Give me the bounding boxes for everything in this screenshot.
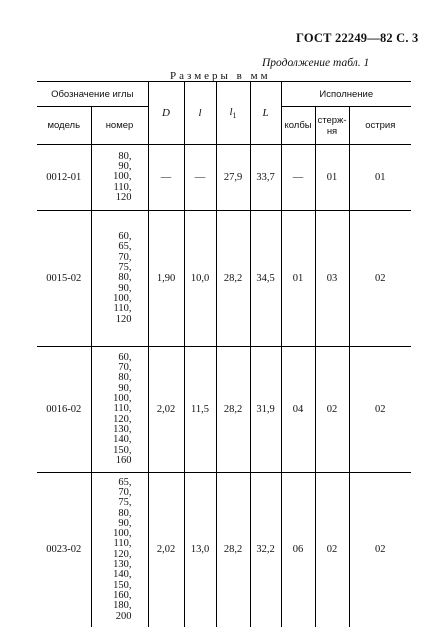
needle-number: 70, (118, 251, 132, 263)
page-header: ГОСТ 22249—82 С. 3 (296, 31, 419, 45)
cell-point: 02 (349, 347, 411, 473)
needle-number: 90, (118, 282, 132, 294)
cell-flask: 04 (281, 347, 315, 473)
needle-number: 110, (113, 538, 132, 550)
cell-l1: 28,2 (216, 211, 250, 347)
cell-D: 2,02 (148, 347, 184, 473)
cell-numbers (91, 347, 148, 473)
needle-number: 140, (113, 569, 132, 581)
cell-shank: 02 (315, 347, 349, 473)
cell-point: 02 (349, 473, 411, 627)
table-row (37, 347, 411, 473)
needle-number: 120 (115, 191, 132, 203)
cell-model: 0016-02 (37, 347, 91, 473)
table-row (37, 211, 411, 347)
needle-number: 160 (115, 454, 132, 466)
cell-numbers (91, 473, 148, 627)
header-execution-group: Исполнение (281, 82, 411, 107)
header-col-number: номер (91, 107, 148, 145)
cell-shank: 01 (315, 145, 349, 211)
header-col-model: модель (47, 120, 81, 131)
header-col-l1-main: l (229, 105, 233, 118)
cell-point: 02 (349, 211, 411, 347)
needle-number: 110, (113, 303, 132, 315)
cell-l: 11,5 (184, 347, 216, 473)
header-col-point: острия (349, 107, 411, 145)
needle-number: 75, (118, 497, 132, 509)
needle-number: 110, (113, 403, 132, 415)
needle-number: 70, (118, 486, 132, 498)
header-col-l1-sub: 1 (232, 111, 237, 121)
needle-number: 90, (118, 161, 132, 173)
cell-numbers (91, 145, 148, 211)
needle-number: 120, (113, 548, 132, 560)
spec-table (37, 81, 411, 627)
cell-model: 0012-01 (37, 145, 91, 211)
needle-number: 100, (113, 528, 132, 540)
header-designation-group: Обозначение иглы (37, 82, 148, 107)
needle-number: 80, (118, 507, 132, 519)
table-row (37, 473, 411, 627)
needle-number: 130, (113, 559, 132, 571)
sizes-title: Размеры в мм (170, 70, 271, 82)
cell-L: 33,7 (250, 145, 281, 211)
needle-number: 150, (113, 579, 132, 591)
cell-L: 34,5 (250, 211, 281, 347)
cell-shank: 03 (315, 211, 349, 347)
cell-model: 0023-02 (37, 473, 91, 627)
cell-l1: 28,2 (216, 347, 250, 473)
needle-number: 70, (118, 362, 132, 374)
needle-number: 120 (115, 313, 132, 325)
cell-l: 13,0 (184, 473, 216, 627)
cell-flask: 06 (281, 473, 315, 627)
needle-number: 150, (113, 444, 132, 456)
needle-number: 180, (113, 600, 132, 612)
cell-l1: 28,2 (216, 473, 250, 627)
needle-number: 65, (118, 241, 132, 253)
needle-number: 80, (118, 272, 132, 284)
cell-l: 10,0 (184, 211, 216, 347)
needle-number: 130, (113, 423, 132, 435)
needle-number: 140, (113, 434, 132, 446)
needle-number: 120, (113, 413, 132, 425)
needle-number: 160, (113, 589, 132, 601)
cell-numbers (91, 211, 148, 347)
cell-D: — (148, 145, 184, 211)
header-col-shank: стерж- ня (315, 107, 349, 145)
cell-flask: — (281, 145, 315, 211)
needle-number: 80, (118, 372, 132, 384)
cell-flask: 01 (281, 211, 315, 347)
needle-number: 60, (118, 351, 132, 363)
needle-number: 60, (118, 231, 132, 243)
cell-L: 31,9 (250, 347, 281, 473)
cell-D: 1,90 (148, 211, 184, 347)
table-row (37, 145, 411, 211)
header-col-flask: колбы (281, 107, 315, 145)
header-col-L: L (250, 82, 281, 145)
needle-number: 80, (118, 150, 132, 162)
needle-number: 75, (118, 262, 132, 274)
needle-number: 100, (113, 171, 132, 183)
continuation-note: Продолжение табл. 1 (262, 57, 370, 69)
needle-number: 200 (115, 610, 132, 622)
needle-number: 100, (113, 393, 132, 405)
needle-number: 110, (113, 181, 132, 193)
header-col-l1 (216, 82, 250, 145)
needle-number: 65, (118, 476, 132, 488)
cell-D: 2,02 (148, 473, 184, 627)
needle-number: 90, (118, 382, 132, 394)
cell-l1: 27,9 (216, 145, 250, 211)
cell-shank: 02 (315, 473, 349, 627)
needle-number: 100, (113, 292, 132, 304)
needle-number: 90, (118, 517, 132, 529)
cell-model: 0015-02 (37, 211, 91, 347)
header-col-D: D (148, 82, 184, 145)
cell-L: 32,2 (250, 473, 281, 627)
cell-point: 01 (349, 145, 411, 211)
cell-l: — (184, 145, 216, 211)
header-col-l: l (184, 82, 216, 145)
